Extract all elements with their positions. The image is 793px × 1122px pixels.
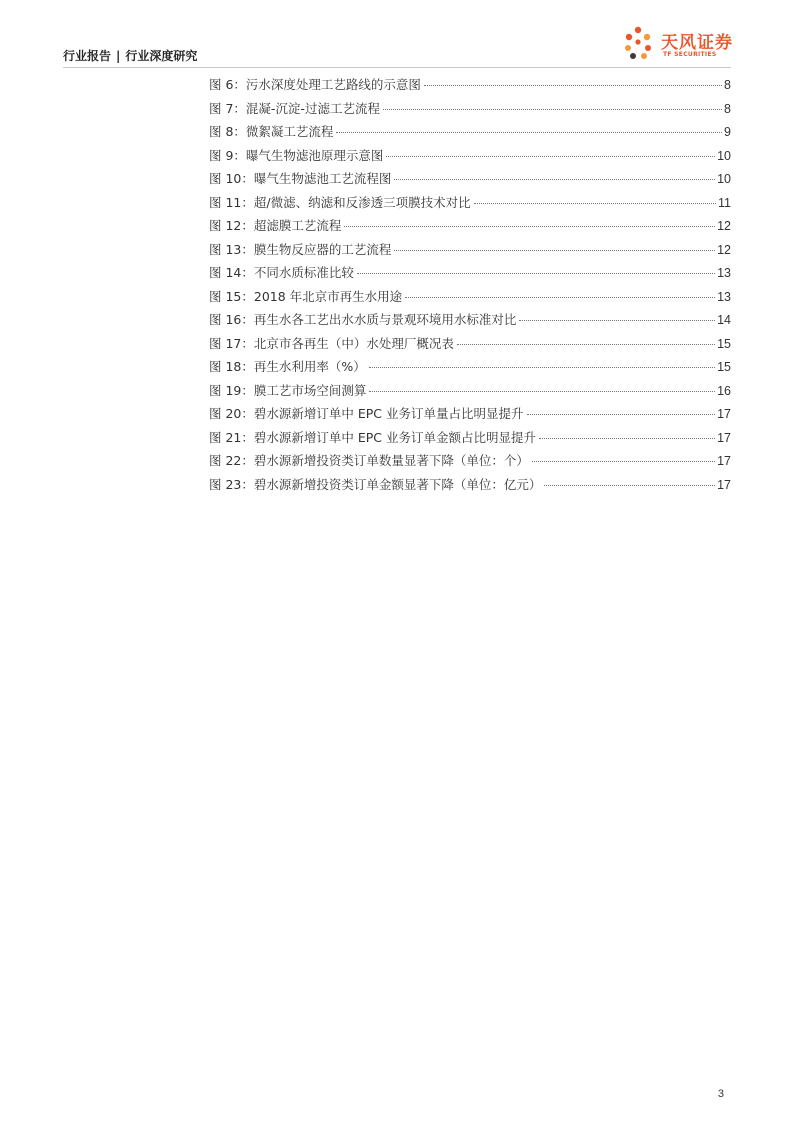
toc-entry-title[interactable]: 图 10：曝气生物滤池工艺流程图 <box>209 171 392 186</box>
logo-flower-icon <box>621 24 655 66</box>
toc-entry[interactable] <box>209 146 731 170</box>
toc-leader-dots <box>394 179 715 180</box>
toc-entry-title[interactable]: 图 16：再生水各工艺出水水质与景观环境用水标准对比 <box>209 312 517 327</box>
toc-entry-title[interactable]: 图 6：污水深度处理工艺路线的示意图 <box>209 77 421 92</box>
toc-entry[interactable] <box>209 357 731 381</box>
toc-entry-page[interactable]: 8 <box>724 78 731 92</box>
toc-entry-page[interactable]: 12 <box>717 219 731 233</box>
toc-entry-title[interactable]: 图 9：曝气生物滤池原理示意图 <box>209 147 384 163</box>
header-divider <box>63 67 731 68</box>
toc-entry-page[interactable]: 9 <box>724 125 731 139</box>
toc-leader-dots <box>532 461 715 462</box>
logo-english-name: TF SECURITIES <box>663 51 717 58</box>
company-logo <box>621 24 731 66</box>
toc-entry-page[interactable]: 15 <box>717 360 731 374</box>
toc-entry-title[interactable]: 图 8：微絮凝工艺流程 <box>209 124 334 139</box>
toc-entry-page[interactable]: 17 <box>717 454 731 468</box>
toc-entry-title[interactable]: 图 20：碧水源新增订单中 EPC 业务订单量占比明显提升 <box>209 406 524 421</box>
toc-leader-dots <box>369 367 715 368</box>
toc-entry-title[interactable]: 图 23：碧水源新增投资类订单金额显著下降（单位：亿元） <box>209 476 542 492</box>
toc-entry-title[interactable]: 图 17：北京市各再生（中）水处理厂概况表 <box>209 335 454 351</box>
logo-chinese-name: 天风证券 <box>661 33 733 53</box>
toc-entry-title[interactable]: 图 14：不同水质标准比较 <box>209 265 354 280</box>
toc-entry[interactable] <box>209 240 731 264</box>
toc-leader-dots <box>394 250 715 251</box>
toc-entry[interactable] <box>209 381 731 405</box>
report-subtype-label: 行业深度研究 <box>125 49 198 63</box>
toc-entry[interactable] <box>209 122 731 146</box>
toc-entry-page[interactable]: 16 <box>717 383 731 398</box>
page-header <box>63 33 733 68</box>
toc-leader-dots <box>405 297 715 298</box>
toc-entry-title[interactable]: 图 22：碧水源新增投资类订单数量显著下降（单位：个） <box>209 453 529 468</box>
toc-leader-dots <box>386 156 715 157</box>
toc-entry-title[interactable]: 图 7：混凝-沉淀-过滤工艺流程 <box>209 100 380 116</box>
toc-leader-dots <box>336 132 722 133</box>
toc-entry-page[interactable]: 17 <box>717 430 731 445</box>
toc-entry[interactable] <box>209 169 731 193</box>
toc-entry-page[interactable]: 13 <box>717 289 731 304</box>
toc-entry-title[interactable]: 图 12：超滤膜工艺流程 <box>209 218 342 233</box>
toc-entry[interactable] <box>209 428 731 452</box>
toc-entry-title[interactable]: 图 15：2018 年北京市再生水用途 <box>209 288 403 304</box>
toc-entry-page[interactable]: 15 <box>717 336 731 351</box>
toc-entry-page[interactable]: 10 <box>717 172 731 186</box>
toc-leader-dots <box>369 391 715 392</box>
toc-entry[interactable] <box>209 310 731 334</box>
toc-leader-dots <box>519 320 715 321</box>
toc-entry-page[interactable]: 14 <box>717 313 731 327</box>
toc-entry[interactable] <box>209 216 731 240</box>
toc-entry[interactable] <box>209 475 731 499</box>
toc-entry-title[interactable]: 图 19：膜工艺市场空间测算 <box>209 382 367 398</box>
toc-entry-page[interactable]: 8 <box>724 101 731 116</box>
toc-entry[interactable] <box>209 451 731 475</box>
toc-entry-page[interactable]: 13 <box>717 266 731 280</box>
toc-entry[interactable] <box>209 404 731 428</box>
toc-entry-page[interactable]: 10 <box>717 148 731 163</box>
toc-entry-page[interactable]: 17 <box>717 407 731 421</box>
toc-leader-dots <box>474 203 716 204</box>
toc-leader-dots <box>527 414 716 415</box>
toc-leader-dots <box>544 485 715 486</box>
toc-leader-dots <box>457 344 715 345</box>
toc-entry-title[interactable]: 图 18：再生水利用率（%） <box>209 359 366 374</box>
figure-list <box>209 75 731 498</box>
toc-entry-page[interactable]: 11 <box>718 195 731 210</box>
toc-entry-page[interactable]: 12 <box>717 242 731 257</box>
toc-entry-title[interactable]: 图 13：膜生物反应器的工艺流程 <box>209 241 392 257</box>
toc-leader-dots <box>424 85 722 86</box>
report-category <box>63 47 197 64</box>
toc-entry-title[interactable]: 图 11：超/微滤、纳滤和反渗透三项膜技术对比 <box>209 194 471 210</box>
toc-entry[interactable] <box>209 193 731 217</box>
toc-entry[interactable] <box>209 75 731 99</box>
toc-leader-dots <box>357 273 715 274</box>
toc-leader-dots <box>383 109 722 110</box>
toc-entry[interactable] <box>209 263 731 287</box>
toc-entry-page[interactable]: 17 <box>717 477 731 492</box>
toc-entry[interactable] <box>209 99 731 123</box>
report-type-label: 行业报告 <box>63 49 112 63</box>
toc-entry-title[interactable]: 图 21：碧水源新增订单中 EPC 业务订单金额占比明显提升 <box>209 429 536 445</box>
header-separator: | <box>116 49 121 63</box>
toc-entry[interactable] <box>209 287 731 311</box>
toc-leader-dots <box>539 438 715 439</box>
toc-entry[interactable] <box>209 334 731 358</box>
page-number: 3 <box>717 1088 724 1100</box>
toc-leader-dots <box>344 226 715 227</box>
